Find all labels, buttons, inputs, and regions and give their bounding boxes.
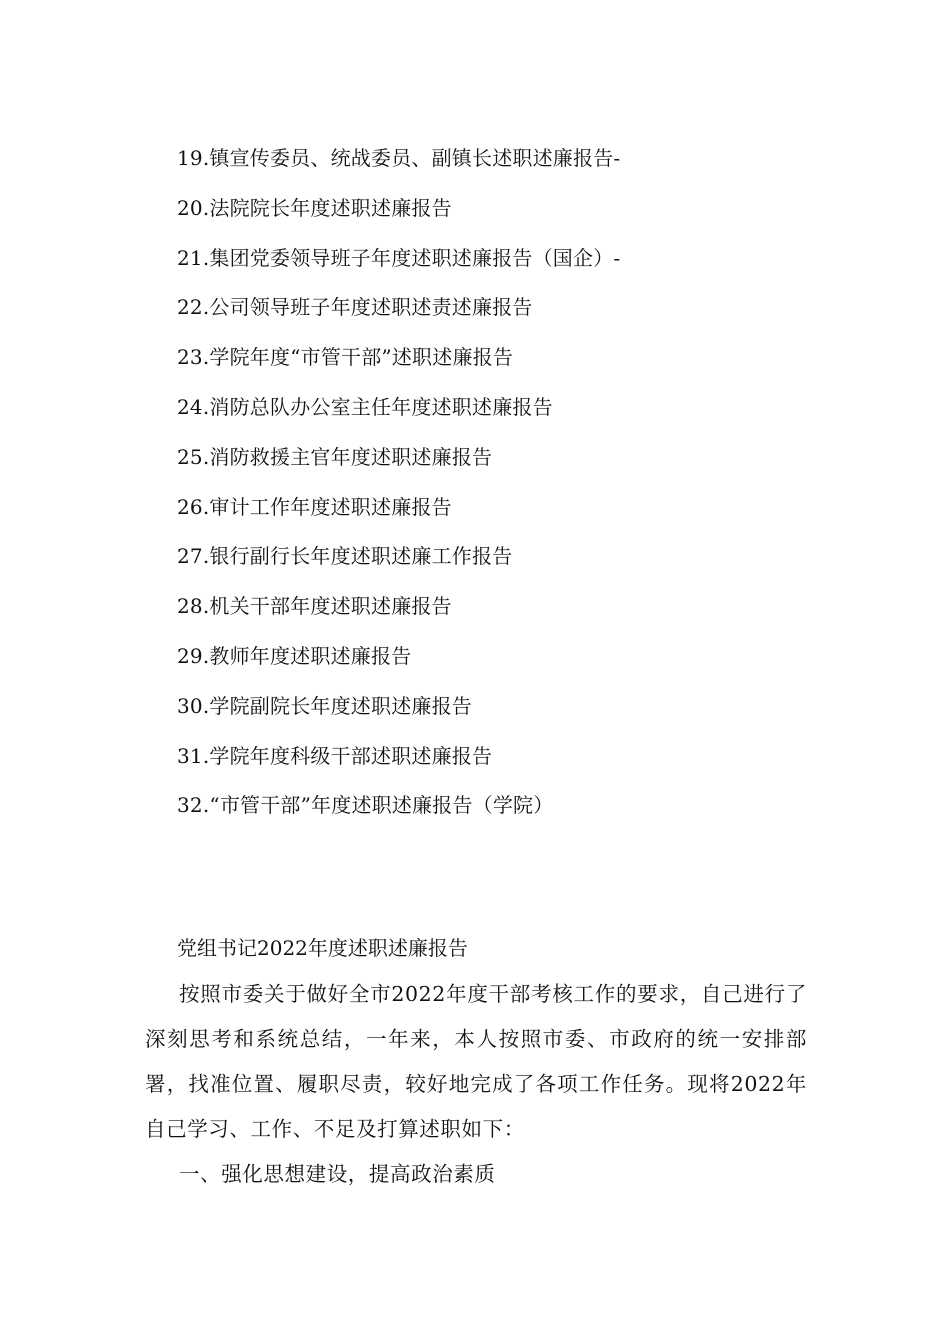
toc-item-26: 26.审计工作年度述职述廉报告	[177, 494, 452, 519]
toc-item-21: 21.集团党委领导班子年度述职述廉报告（国企）-	[177, 245, 621, 270]
toc-item-28: 28.机关干部年度述职述廉报告	[177, 594, 452, 619]
toc-item-20: 20.法院院长年度述职述廉报告	[177, 195, 452, 220]
toc-item-19: 19.镇宣传委员、统战委员、副镇长述职述廉报告-	[177, 146, 621, 170]
toc-item-27: 27.银行副行长年度述职述廉工作报告	[177, 544, 513, 569]
toc-item-25: 25.消防救援主官年度述职述廉报告	[177, 444, 493, 469]
toc-item-23: 23.学院年度“市管干部”述职述廉报告	[177, 345, 514, 370]
section-heading: 一、强化思想建设，提高政治素质	[179, 1162, 496, 1186]
toc-item-30: 30.学院副院长年度述职述廉报告	[177, 693, 473, 718]
toc-list	[177, 134, 620, 831]
toc-item-29: 29.教师年度述职述廉报告	[177, 643, 412, 668]
toc-item-32: 32.“市管干部”年度述职述廉报告（学院）	[177, 793, 554, 818]
toc-item-24: 24.消防总队办公室主任年度述职述廉报告	[177, 394, 553, 419]
toc-item-31: 31.学院年度科级干部述职述廉报告	[177, 743, 493, 768]
toc-item-22: 22.公司领导班子年度述职述责述廉报告	[177, 295, 533, 320]
report-intro-paragraph: 按照市委关于做好全市2022年度干部考核工作的要求，自己进行了深刻思考和系统总结，一年来，本人按照市委、市政府的统一安排部署，找准位置、履职尽责，较好地完成了各项工作任务。现将2022年自己学习、工作、不足及打算述职如下：	[145, 982, 807, 1141]
report-title: 党组书记2022年度述职述廉报告	[177, 936, 468, 960]
report-section	[145, 928, 807, 1197]
